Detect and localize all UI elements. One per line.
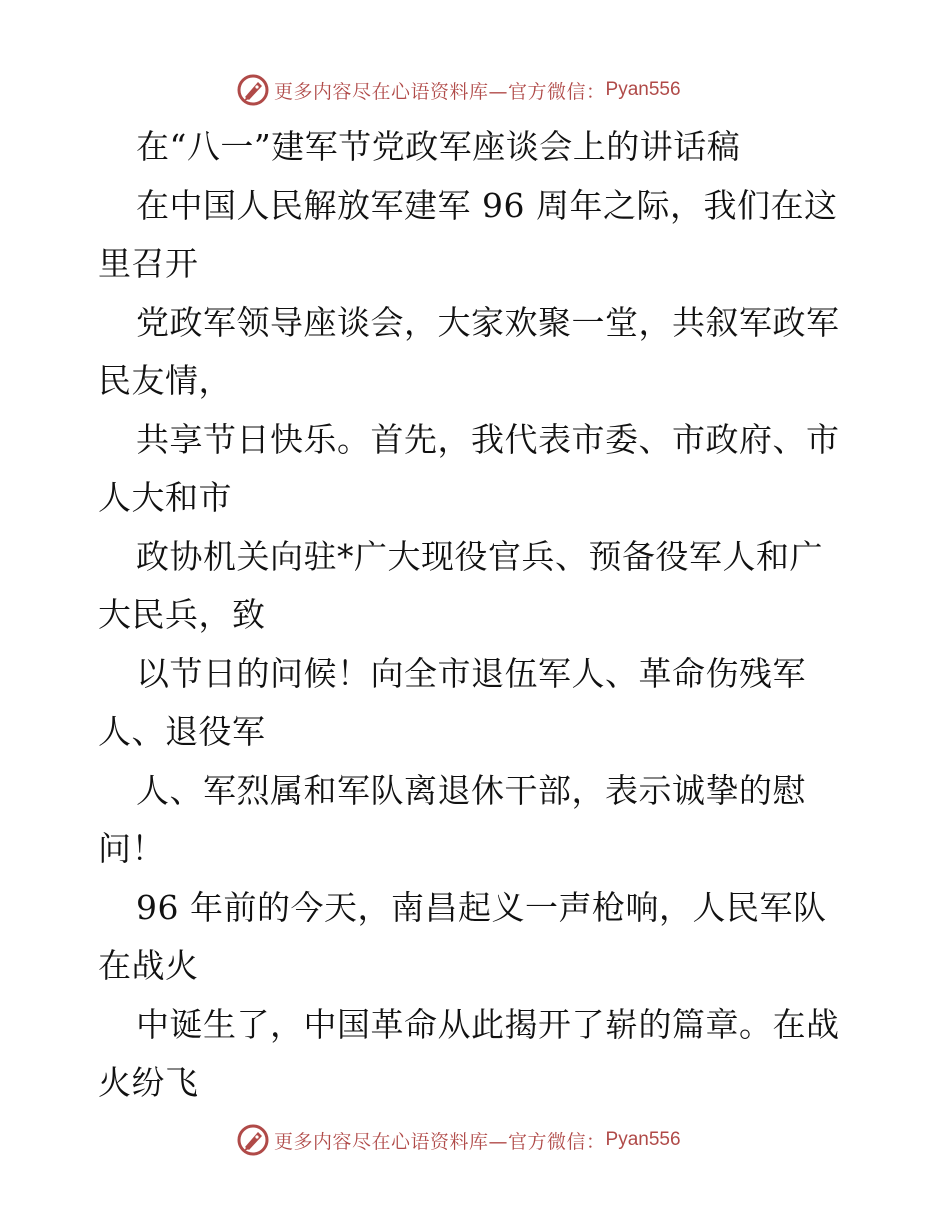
text-line: 火纷飞 xyxy=(98,1063,199,1102)
text-line: 人、退役军 xyxy=(98,712,266,751)
text-line: 党政军领导座谈会，大家欢聚一堂，共叙军政军 xyxy=(136,302,840,342)
text-line: 政协机关向驻*广大现役官兵、预备役军人和广 xyxy=(136,536,823,576)
document-body xyxy=(98,118,868,1113)
footer-banner xyxy=(236,1122,681,1158)
footer-banner-id: Pyan556 xyxy=(605,1129,681,1150)
text-line: 以节日的问候！向全市退伍军人、革命伤残军 xyxy=(136,653,806,693)
text-line: 共享节日快乐。首先，我代表市委、市政府、市 xyxy=(136,419,840,459)
text-line: 在战火 xyxy=(98,946,199,985)
header-banner xyxy=(236,72,681,108)
text-line: 人大和市 xyxy=(98,478,232,517)
text-line: 人、军烈属和军队离退休干部，表示诚挚的慰 xyxy=(136,770,806,810)
header-banner-id: Pyan556 xyxy=(605,79,681,100)
pen-nib-logo-icon xyxy=(236,73,270,107)
text-line: 大民兵，致 xyxy=(98,595,266,634)
text-line: 在中国人民解放军建军 96 周年之际，我们在这 xyxy=(136,185,838,225)
text-line: 民友情， xyxy=(98,361,232,400)
pen-nib-logo-icon xyxy=(236,1123,270,1157)
header-banner-text: 更多内容尽在心语资料库—官方微信： xyxy=(274,80,606,103)
text-line: 中诞生了，中国革命从此揭开了崭的篇章。在战 xyxy=(136,1004,840,1044)
text-line: 96 年前的今天，南昌起义一声枪响，人民军队 xyxy=(136,887,827,927)
text-line: 问！ xyxy=(98,829,165,868)
footer-banner-text: 更多内容尽在心语资料库—官方微信： xyxy=(274,1130,606,1153)
text-line: 里召开 xyxy=(98,244,199,283)
text-line: 在“八一”建军节党政军座谈会上的讲话稿 xyxy=(136,127,741,166)
